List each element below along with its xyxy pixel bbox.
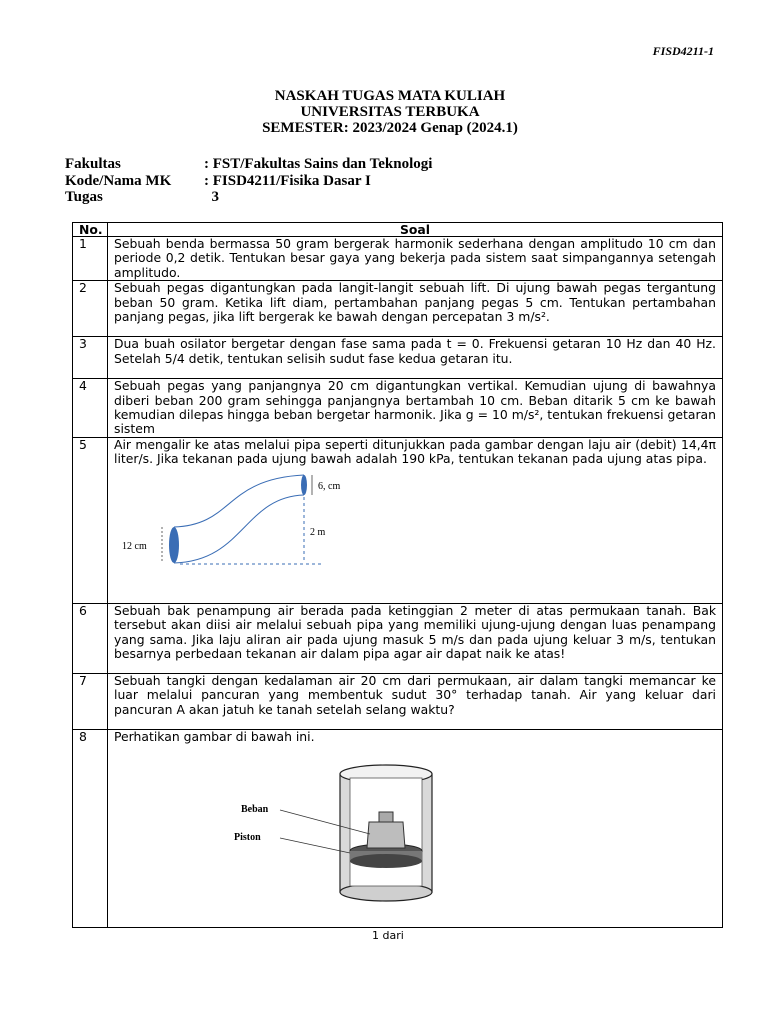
load-handle — [379, 812, 393, 822]
question-text: Sebuah bak penampung air berada pada ketinggian 2 meter di atas permukaan tanah. Bak tersebut akan diisi air melalui sebuah pipa yang memiliki ujung-ujung dengan luas penampang yang sama. Jika laju aliran air pada ujung masuk 5 m/s dan pada ujung keluar 3 m/s, tentukan besarnya perbedaan tekanan air dalam pipa agar air dapat naik ke atas! — [108, 603, 723, 673]
info-value: : FST/Fakultas Sains dan Teknologi — [204, 156, 433, 172]
question-number: 6 — [73, 603, 108, 673]
pipe-lower-wall — [174, 495, 304, 563]
question-text: Sebuah pegas digantungkan pada langit-langit sebuah lift. Di ujung bawah pegas tergantung beban 50 gram. Ketika lift diam, pertambahan panjang pegas 5 cm. Tentukan pertambahan panjang pegas, jika lift bergerak ke bawah dengan percepatan 3 m/s². — [108, 281, 723, 337]
question-text: Dua buah osilator bergetar dengan fase sama pada t = 0. Frekuensi getaran 10 Hz dan 40 Hz. Setelah 5/4 detik, tentukan selisih sudut fase kedua getaran itu. — [108, 337, 723, 379]
question-text: Sebuah benda bermassa 50 gram bergerak harmonik sederhana dengan amplitudo 10 cm dan periode 0,2 detik. Tentukan besar gaya yang bekerja pada sistem saat simpangannya setengah amplitudo. — [108, 237, 723, 281]
table-row — [73, 729, 723, 927]
piston-figure — [194, 756, 454, 906]
table-row — [73, 237, 723, 281]
info-label: Fakultas — [65, 156, 121, 172]
table-row — [73, 603, 723, 673]
question-number: 5 — [73, 437, 108, 603]
title-line: UNIVERSITAS TERBUKA — [300, 104, 480, 120]
header-question: Soal — [108, 223, 723, 237]
title-line: SEMESTER: 2023/2024 Genap (2024.1) — [262, 120, 518, 136]
info-row-assignment — [65, 189, 432, 206]
table-row — [73, 437, 723, 603]
table-row — [73, 281, 723, 337]
pipe-upper-end — [301, 475, 307, 495]
document-title — [0, 88, 780, 136]
table-row — [73, 673, 723, 729]
piston-label: Piston — [234, 832, 261, 844]
load-weight — [367, 822, 405, 848]
question-number: 2 — [73, 281, 108, 337]
pipe-label-bottom: 12 cm — [122, 540, 147, 552]
page-number: 1 dari — [372, 929, 404, 942]
table-row — [73, 379, 723, 438]
info-label: Kode/Nama MK — [65, 172, 172, 189]
header-no: No. — [73, 223, 108, 237]
pipe-label-height: 2 m — [310, 526, 326, 538]
course-info — [65, 156, 432, 206]
question-number: 8 — [73, 729, 108, 927]
question-number: 7 — [73, 673, 108, 729]
pipe-figure — [114, 469, 374, 569]
pipe-lower-end — [169, 527, 179, 563]
info-row-course — [65, 173, 432, 190]
question-text: Sebuah pegas yang panjangnya 20 cm digantungkan vertikal. Kemudian ujung di bawahnya diberi beban 200 gram sehingga panjangnya bertambah 10 cm. Beban ditarik 5 cm ke bawah kemudian dilepas hingga beban bergetar harmonik. Jika g = 10 m/s², tentukan frekuensi getaran sistem — [108, 379, 723, 438]
question-text: Air mengalir ke atas melalui pipa seperti ditunjukkan pada gambar dengan laju air (debit) 14,4π liter/s. Jika tekanan pada ujung bawah adalah 190 kPa, tentukan tekanan pada ujung atas pipa. — [114, 436, 716, 467]
question-number: 3 — [73, 337, 108, 379]
pipe-label-top: 6, cm — [318, 480, 341, 492]
piston-base — [350, 854, 422, 868]
load-label: Beban — [241, 804, 269, 816]
title-line: NASKAH TUGAS MATA KULIAH — [274, 88, 506, 104]
question-number: 4 — [73, 379, 108, 438]
table-header-row — [73, 223, 723, 237]
info-value: : FISD4211/Fisika Dasar I — [204, 172, 371, 189]
question-text: Sebuah tangki dengan kedalaman air 20 cm dari permukaan, air dalam tangki memancar ke luar melalui pancuran yang membentuk sudut 30° terhadap tanah. Air yang keluar dari pancuran A akan jatuh ke tanah setelah selang waktu? — [108, 673, 723, 729]
document-code: FISD4211-1 — [652, 44, 714, 58]
table-row — [73, 337, 723, 379]
info-label: Tugas — [65, 189, 103, 205]
pipe-upper-wall — [174, 475, 304, 527]
info-value: 3 — [204, 189, 219, 205]
info-row-faculty — [65, 156, 432, 173]
question-number: 1 — [73, 237, 108, 281]
questions-table — [72, 222, 723, 928]
question-text: Perhatikan gambar di bawah ini. — [114, 728, 315, 744]
